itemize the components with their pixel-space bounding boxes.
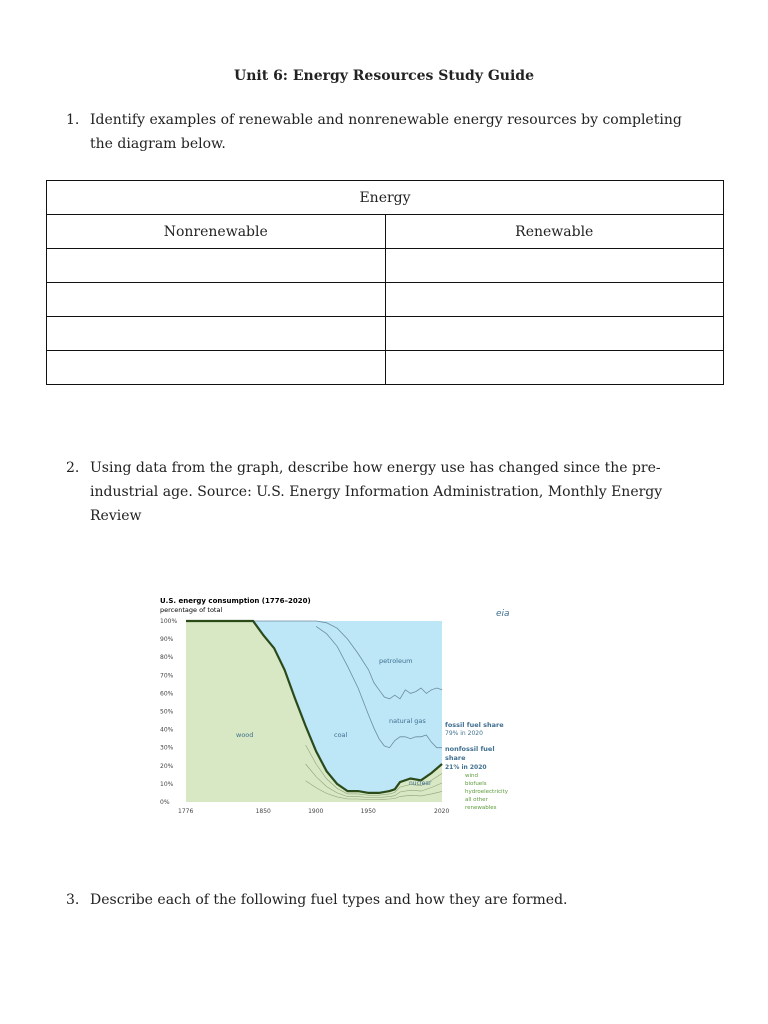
chart-svg [156,592,528,814]
y-tick-label: 80% [160,654,174,662]
y-tick-label: 40% [160,726,174,734]
table-cell-nonrenewable[interactable] [47,283,386,317]
fossil-share-value: 79% in 2020 [445,730,483,737]
table-cell-renewable[interactable] [385,283,724,317]
table-row [47,283,724,317]
page-title: Unit 6: Energy Resources Study Guide [234,68,534,84]
column-header-renewable: Renewable [385,215,724,249]
eia-logo: eia [496,609,510,619]
table-cell-renewable[interactable] [385,317,724,351]
area-label-petroleum: petroleum [379,657,413,665]
area-label-natural-gas: natural gas [389,717,426,725]
question-3 [66,888,706,912]
nonfossil-share-title: share [445,754,466,762]
chart-title: U.S. energy consumption (1776–2020) [160,597,311,605]
question-number: 2. [66,460,80,476]
question-2 [66,456,706,528]
question-1 [66,108,706,156]
energy-consumption-chart [156,592,528,814]
table-row [47,317,724,351]
nonfossil-share-title: nonfossil fuel [445,745,495,753]
y-tick-label: 50% [160,708,174,716]
question-text: Using data from the graph, describe how energy use has changed since the pre-industrial age. Source: U.S. Energy Information Administration, Monthly Energy Review [90,460,663,524]
y-tick-label: 30% [160,744,174,752]
renewable-label-wind: wind [465,773,479,779]
y-axis-ticks [160,618,177,806]
y-tick-label: 70% [160,672,174,680]
x-tick-label: 1850 [255,808,271,814]
table-cell-renewable[interactable] [385,351,724,385]
chart-subtitle: percentage of total [160,606,223,614]
y-tick-label: 10% [160,780,174,788]
question-number: 3. [66,892,80,908]
nonfossil-share-value: 21% in 2020 [445,764,487,771]
column-header-nonrenewable: Nonrenewable [47,215,386,249]
question-text: Describe each of the following fuel types and how they are formed. [90,892,568,908]
question-text: Identify examples of renewable and nonrenewable energy resources by completing the diagram below. [90,112,682,152]
y-tick-label: 90% [160,636,174,644]
x-axis-ticks [178,808,449,814]
renewable-label-biofuels: biofuels [465,781,487,787]
chart-annotations [445,721,509,811]
plot-area [186,621,442,802]
table-cell-nonrenewable[interactable] [47,351,386,385]
area-label-coal: coal [334,731,348,739]
x-tick-label: 2020 [434,808,450,814]
y-tick-label: 0% [160,799,170,806]
table-header-energy: Energy [47,181,724,215]
table-row [47,351,724,385]
energy-table [46,180,724,385]
renewable-label-other: renewables [465,805,497,811]
y-tick-label: 60% [160,690,174,698]
renewable-label-other: all other [465,797,488,803]
y-tick-label: 100% [160,618,178,625]
area-label-wood: wood [236,731,254,739]
table-row [47,249,724,283]
x-tick-label: 1900 [308,808,324,814]
table-cell-nonrenewable[interactable] [47,317,386,351]
x-tick-label: 1776 [178,808,194,814]
fossil-share-title: fossil fuel share [445,721,504,729]
x-tick-label: 1950 [360,808,376,814]
table-cell-nonrenewable[interactable] [47,249,386,283]
area-label-nuclear: nuclear [409,780,432,787]
y-tick-label: 20% [160,762,174,770]
renewable-label-hydroelectricity: hydroelectricity [465,789,508,795]
table-cell-renewable[interactable] [385,249,724,283]
question-number: 1. [66,112,80,128]
